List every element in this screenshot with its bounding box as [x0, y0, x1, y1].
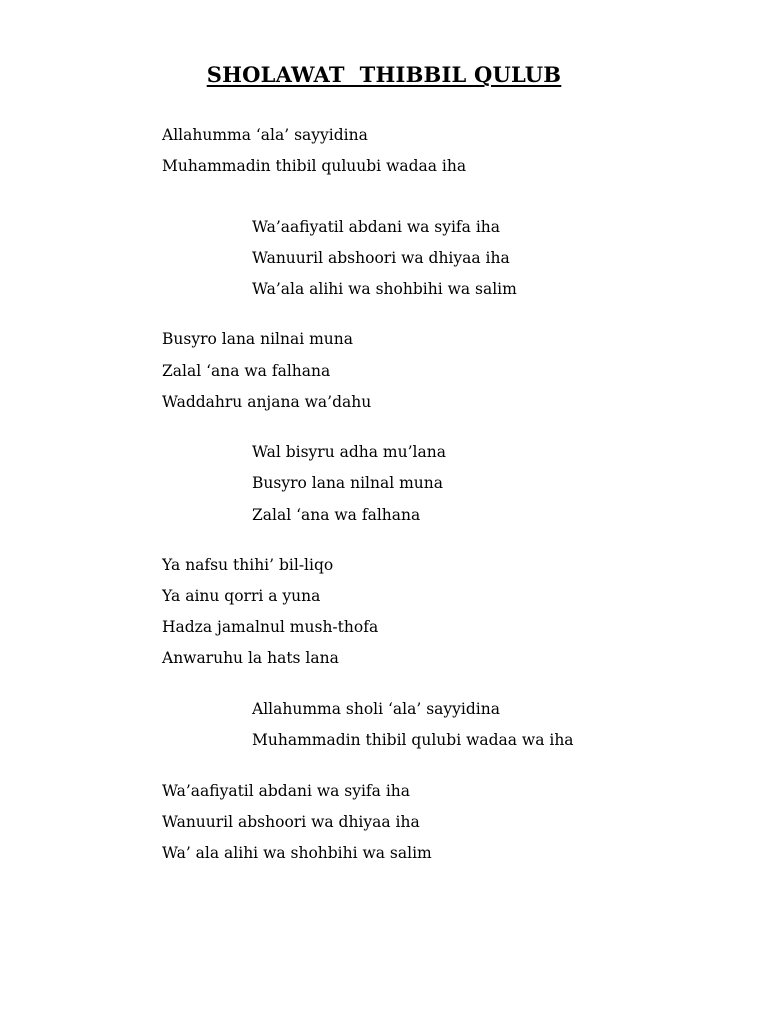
stanza-7-line-1: Wa’aafiyatil abdani wa syifa iha	[162, 782, 411, 800]
stanza-3-line-1: Busyro lana nilnai muna	[162, 330, 354, 348]
document-title: SHOLAWAT THIBBIL QULUB	[206, 62, 562, 87]
stanza-2-line-1: Wa’aafiyatil abdani wa syifa iha	[252, 218, 501, 236]
stanza-3-line-3: Waddahru anjana wa’dahu	[162, 393, 372, 411]
stanza-7-line-3: Wa’ ala alihi wa shohbihi wa salim	[162, 844, 432, 862]
stanza-5-line-4: Anwaruhu la hats lana	[162, 649, 339, 667]
stanza-1-line-2: Muhammadin thibil quluubi wadaa iha	[162, 157, 467, 175]
stanza-1-line-1: Allahumma ‘ala’ sayyidina	[162, 126, 368, 144]
stanza-2-line-3: Wa’ala alihi wa shohbihi wa salim	[252, 280, 517, 298]
stanza-3-line-2: Zalal ‘ana wa falhana	[162, 362, 331, 380]
stanza-6-line-1: Allahumma sholi ‘ala’ sayyidina	[252, 700, 500, 718]
stanza-4-line-1: Wal bisyru adha mu’lana	[252, 443, 446, 461]
stanza-5-line-3: Hadza jamalnul mush-thofa	[162, 618, 379, 636]
stanza-4-line-3: Zalal ‘ana wa falhana	[252, 506, 421, 524]
stanza-5-line-2: Ya ainu qorri a yuna	[162, 587, 321, 605]
stanza-7-line-2: Wanuuril abshoori wa dhiyaa iha	[162, 813, 420, 831]
stanza-5-line-1: Ya nafsu thihi’ bil-liqo	[162, 556, 334, 574]
stanza-4-line-2: Busyro lana nilnal muna	[252, 474, 444, 492]
stanza-6-line-2: Muhammadin thibil qulubi wadaa wa iha	[252, 731, 574, 749]
stanza-2-line-2: Wanuuril abshoori wa dhiyaa iha	[252, 249, 510, 267]
